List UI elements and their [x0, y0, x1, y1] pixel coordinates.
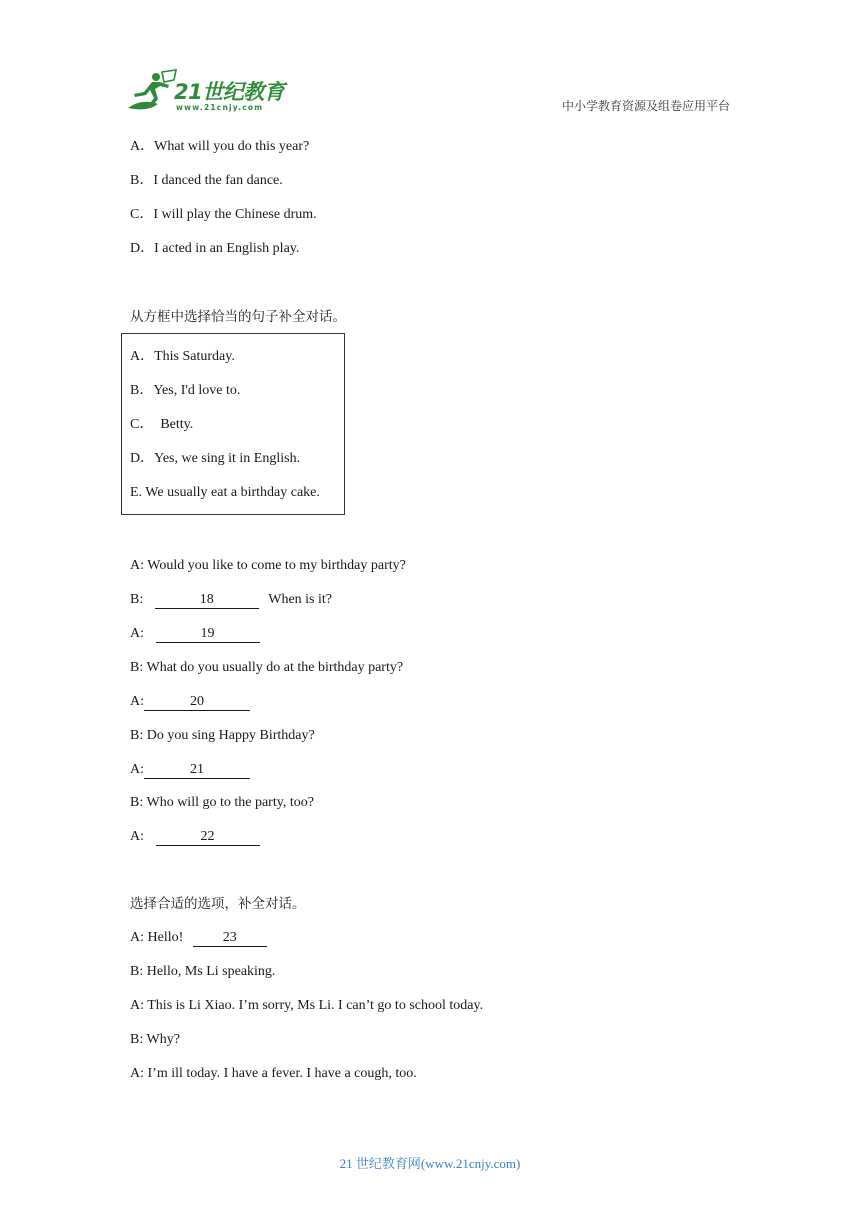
speaker-a: A: [130, 829, 144, 844]
box-item-e: E. We usually eat a birthday cake. [130, 485, 320, 500]
blank-23[interactable]: 23 [193, 930, 267, 947]
speaker-b: B: [130, 592, 144, 607]
blank-20[interactable]: 20 [144, 694, 250, 711]
box-item-d: D．Yes, we sing it in English. [130, 451, 301, 466]
dialogue-line-3 [130, 625, 260, 643]
logo-text: 21世纪教育 [174, 80, 285, 104]
runner-logo-icon [122, 68, 182, 116]
dialogue2-line-5: A: I’m ill today. I have a fever. I have a cough, too. [130, 1066, 417, 1081]
blank-22[interactable]: 22 [156, 829, 260, 846]
dialogue2-line-4: B: Why? [130, 1032, 180, 1047]
page-header [0, 0, 860, 125]
speaker-a: A: [130, 694, 144, 709]
blank-18[interactable]: 18 [155, 592, 259, 609]
page-footer[interactable]: 21 世纪教育网(www.21cnjy.com) [339, 1156, 521, 1171]
dialogue-text: When is it? [268, 592, 332, 607]
option-a: A．What will you do this year? [130, 139, 310, 154]
header-platform-text: 中小学教育资源及组卷应用平台 [561, 99, 730, 113]
dialogue2-line-3: A: This is Li Xiao. I’m sorry, Ms Li. I can’t go to school today. [130, 998, 484, 1013]
dialogue-line-2 [130, 591, 332, 609]
dialogue-line-9 [130, 828, 260, 846]
dialogue-line-1: A: Would you like to come to my birthday party? [130, 558, 406, 573]
section2-instruction: 选择合适的选项，补全对话。 [130, 896, 306, 912]
box-item-a: A．This Saturday. [130, 349, 235, 364]
logo-url: www.21cnjy.com [176, 103, 264, 112]
option-d: D．I acted in an English play. [130, 241, 300, 256]
blank-21[interactable]: 21 [144, 762, 250, 779]
section1-instruction: 从方框中选择恰当的句子补全对话。 [130, 309, 346, 325]
dialogue-line-7 [130, 761, 250, 779]
dialogue-text: A: Hello! [130, 930, 184, 945]
dialogue2-line-2: B: Hello, Ms Li speaking. [130, 964, 276, 979]
box-item-c: C． Betty. [130, 417, 194, 432]
dialogue2-line-1 [130, 929, 267, 947]
speaker-a: A: [130, 626, 144, 641]
speaker-a: A: [130, 762, 144, 777]
option-b: B．I danced the fan dance. [130, 173, 283, 188]
choice-box [121, 333, 345, 515]
option-c: C．I will play the Chinese drum. [130, 207, 317, 222]
dialogue-line-4: B: What do you usually do at the birthday party? [130, 660, 404, 675]
dialogue-line-5 [130, 693, 250, 711]
dialogue-line-6: B: Do you sing Happy Birthday? [130, 728, 315, 743]
blank-19[interactable]: 19 [156, 626, 260, 643]
dialogue-line-8: B: Who will go to the party, too? [130, 795, 314, 810]
box-item-b: B．Yes, I'd love to. [130, 383, 241, 398]
site-logo [122, 68, 292, 116]
